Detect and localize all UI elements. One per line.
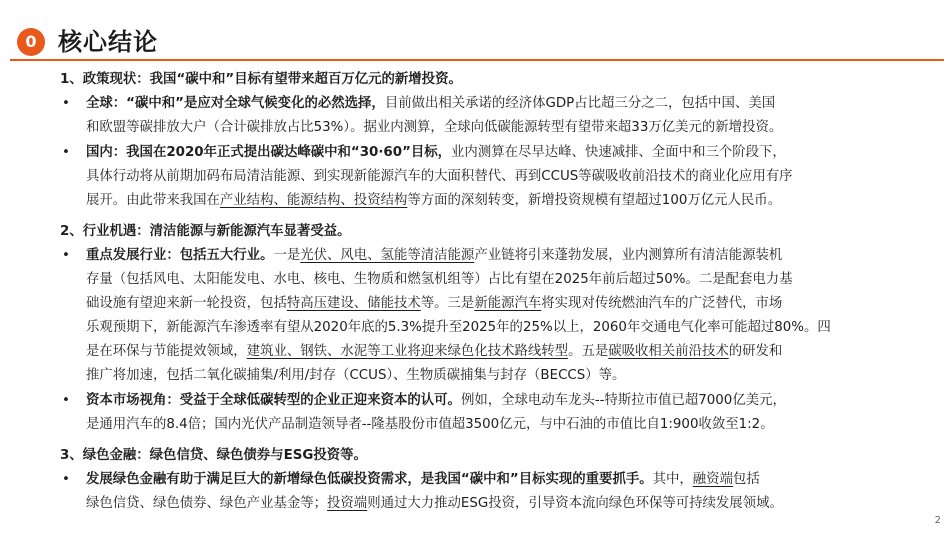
bullet-green-finance xyxy=(60,468,910,516)
bullet-line xyxy=(86,92,910,116)
text-span: 业内测算在尽早达峰、快速减排、全面中和三个阶段下， xyxy=(451,145,786,160)
text-span: 将实现对传统燃油汽车的广泛替代，市场 xyxy=(541,296,783,311)
bullet-dot: • xyxy=(62,96,70,111)
bold-lead: 资本市场视角：受益于全球低碳转型的企业正迎来资本的认可。 xyxy=(86,393,461,408)
bullet-line xyxy=(86,468,910,492)
bullet-line xyxy=(86,340,910,364)
bold-lead: 全球：“碳中和”是应对全球气候变化的必然选择， xyxy=(86,96,385,111)
text-span: 等方面的深刻转变，新增投资规模有望超过100万亿元人民币。 xyxy=(407,193,782,208)
title-divider xyxy=(10,59,944,61)
bold-lead: 重点发展行业：包括五大行业。 xyxy=(86,248,274,263)
bullet-line: 是通用汽车的8.4倍；国内光伏产品制造领导者--隆基股份市值超3500亿元，与中石油的市值比自1:900收敛至1:2。 xyxy=(86,417,774,432)
section-heading-green-finance: 3、绿色金融：绿色信贷、绿色债券与ESG投资等。 xyxy=(60,448,367,463)
text-span: 展开。由此带来我国在 xyxy=(86,193,220,208)
slide-header xyxy=(0,0,950,62)
bullet-line: 和欧盟等碳排放大户（合计碳排放占比53%）。据业内测算，全球向低碳能源转型有望带来超33万亿美元的新增投资。 xyxy=(86,120,783,135)
bullet-capital-market xyxy=(60,389,910,437)
underlined-term: 建筑业、钢铁、水泥等工业将迎来绿色化技术路线转型 xyxy=(246,344,569,359)
underlined-term: 产业结构、能源结构、投资结构 xyxy=(219,193,408,208)
bold-lead: 发展绿色金融有助于满足巨大的新增绿色低碳投资需求，是我国“碳中和”目标实现的重要抓手。 xyxy=(86,472,653,487)
text-span: 一是 xyxy=(273,248,301,263)
bullet-global xyxy=(60,92,910,140)
text-span: 目前做出相关承诺的经济体GDP占比超三分之二，包括中国、美国 xyxy=(384,96,776,111)
bullet-domestic xyxy=(60,141,910,213)
bullet-line: 具体行动将从前期加码布局清洁能源、到实现新能源汽车的大面积替代、再到CCUS等碳吸收前沿技术的商业化应用有序 xyxy=(86,169,793,184)
section-heading-opportunities: 2、行业机遇：清洁能源与新能源汽车显著受益。 xyxy=(60,224,351,239)
bullet-line: 推广将加速，包括二氧化碳捕集/利用/封存（CCUS）、生物质碳捕集与封存（BECCS）等。 xyxy=(86,368,626,383)
underlined-term: 新能源汽车 xyxy=(474,296,542,311)
section-number-badge: 0 xyxy=(17,28,45,56)
text-span: 。五是 xyxy=(568,344,609,359)
slide-body xyxy=(60,66,910,516)
underlined-term: 光伏、风电、氢能等清洁能源 xyxy=(300,248,475,263)
bullet-dot: • xyxy=(62,145,70,160)
page-number: 2 xyxy=(934,515,941,526)
text-span: 包括 xyxy=(732,472,760,487)
text-span: 础设施有望迎来新一轮投资，包括 xyxy=(86,296,287,311)
text-span: 其中， xyxy=(652,472,693,487)
text-span: 则通过大力推动ESG投资，引导资本流向绿色环保等可持续发展领域。 xyxy=(367,496,783,511)
bullet-line: 存量（包括风电、太阳能发电、水电、核电、生物质和燃氢机组等）占比有望在2025年前后超过50%。二是配套电力基 xyxy=(86,272,793,287)
bullet-line xyxy=(86,292,910,316)
underlined-term: 投资端 xyxy=(327,496,368,511)
bullet-dot: • xyxy=(62,248,70,263)
underlined-term: 碳吸收相关前沿技术 xyxy=(608,344,729,359)
underlined-term: 融资端 xyxy=(692,472,733,487)
section-heading-policy: 1、政策现状：我国“碳中和”目标有望带来超百万亿元的新增投资。 xyxy=(60,72,462,87)
bullet-dot: • xyxy=(62,393,70,408)
bullet-dot: • xyxy=(62,472,70,487)
text-span: 等。三是 xyxy=(420,296,475,311)
text-span: 例如，全球电动车龙头--特斯拉市值已超7000亿美元， xyxy=(460,393,786,408)
bullet-key-industries xyxy=(60,244,910,388)
bullet-line xyxy=(86,389,910,413)
underlined-term: 特高压建设、储能技术 xyxy=(286,296,421,311)
bullet-line xyxy=(86,189,910,213)
text-span: 的研发和 xyxy=(728,344,783,359)
slide-title: 核心结论 xyxy=(58,28,158,56)
text-span: 绿色信贷、绿色债券、绿色产业基金等； xyxy=(86,496,328,511)
text-span: 是在环保与节能提效领域， xyxy=(86,344,247,359)
bullet-line xyxy=(86,492,910,516)
text-span: 产业链将引来蓬勃发展，业内测算所有清洁能源装机 xyxy=(474,248,783,263)
bullet-line xyxy=(86,244,910,268)
bullet-line xyxy=(86,141,910,165)
bold-lead: 国内：我国在2020年正式提出碳达峰碳中和“30·60”目标， xyxy=(86,145,452,160)
bullet-line: 乐观预期下，新能源汽车渗透率有望从2020年底的5.3%提升至2025年的25%以上，2060年交通电气化率可能超过80%。四 xyxy=(86,320,831,335)
